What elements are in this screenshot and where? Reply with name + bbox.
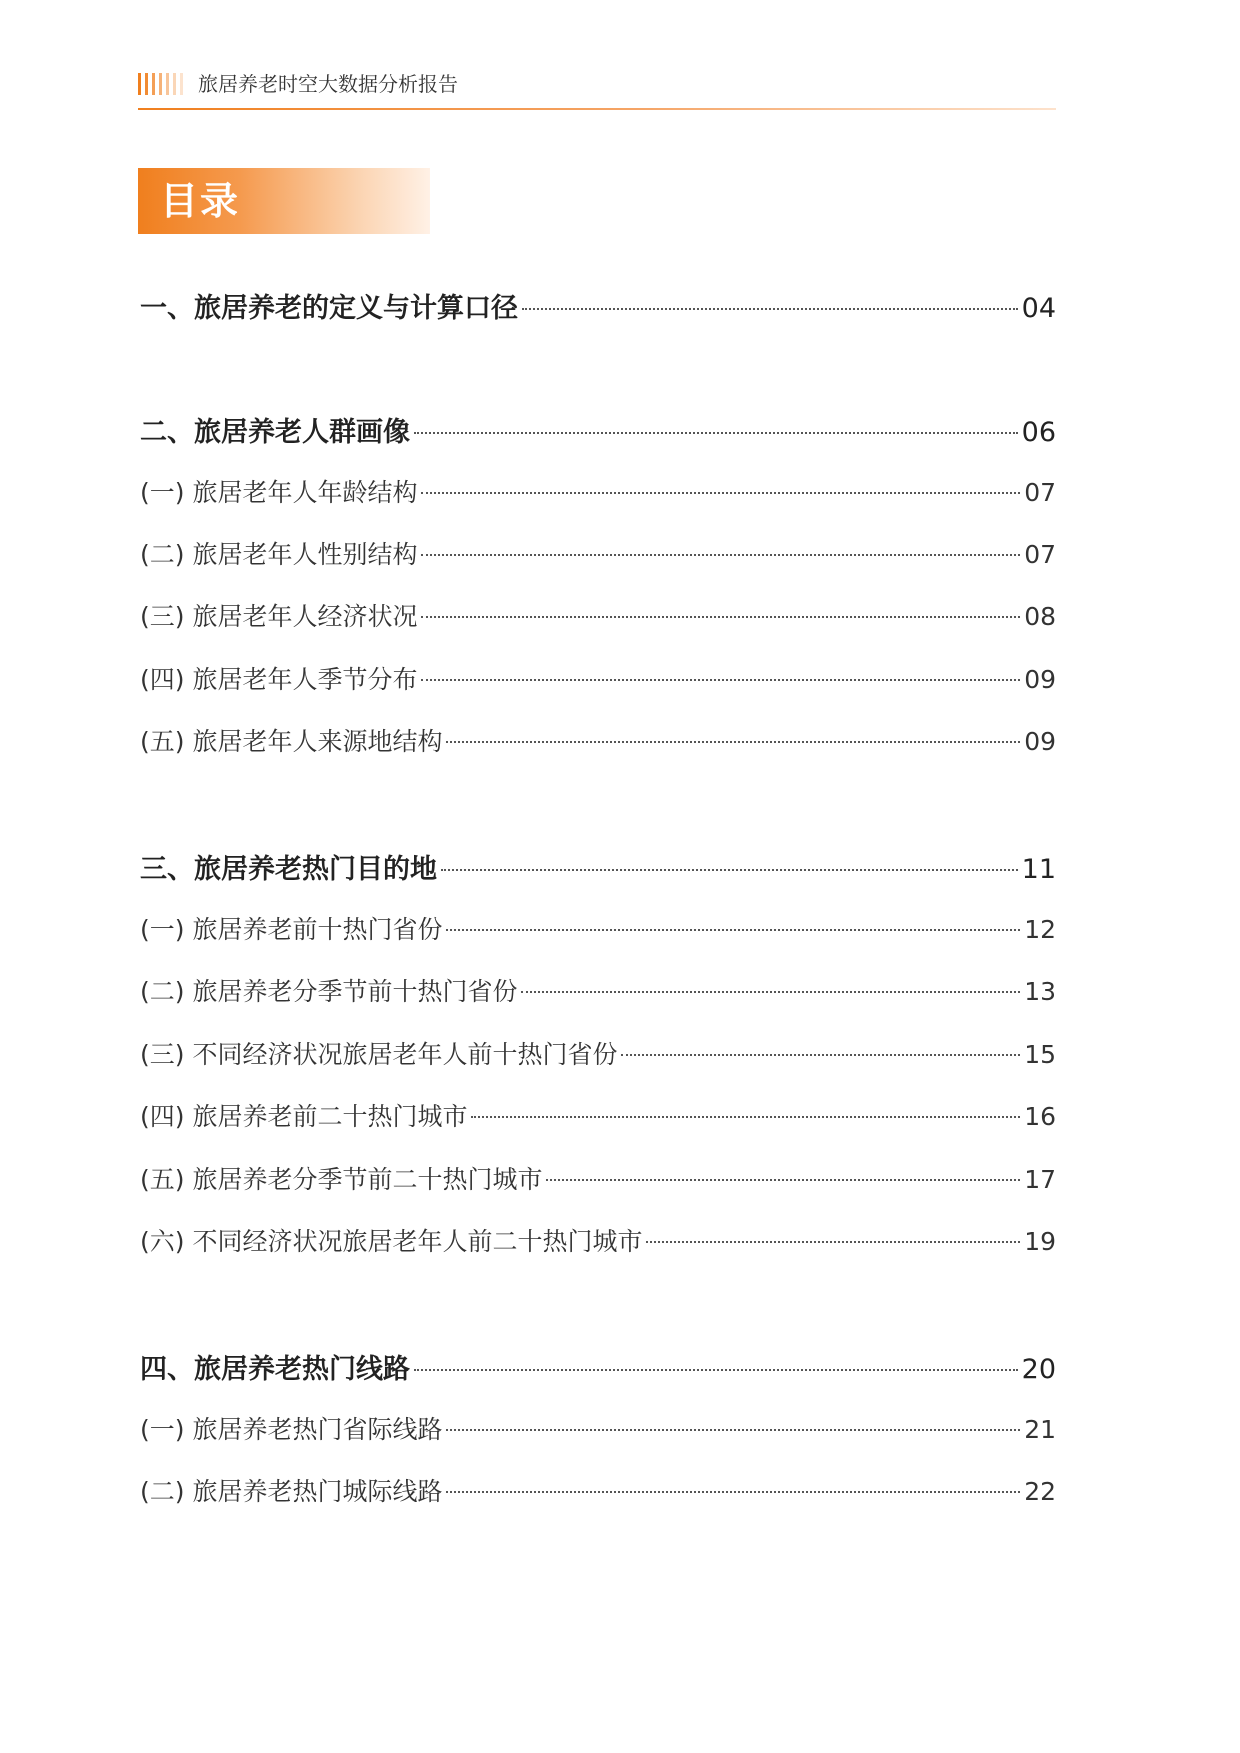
header-stripes-icon — [138, 73, 183, 95]
toc-entry-label: (二) 旅居老年人性别结构 — [140, 540, 418, 569]
toc-dot-leader — [446, 1429, 1020, 1431]
toc-entry-label: (一) 旅居养老前十热门省份 — [140, 915, 443, 944]
toc-entry-label: (一) 旅居老年人年龄结构 — [140, 478, 418, 507]
toc-entry-label: (三) 不同经济状况旅居老年人前十热门省份 — [140, 1040, 618, 1069]
toc-entry-label: (一) 旅居养老热门省际线路 — [140, 1415, 443, 1444]
toc-dot-leader — [441, 869, 1018, 871]
toc-entry-label: (二) 旅居养老分季节前十热门省份 — [140, 977, 518, 1006]
toc-entry-page: 04 — [1021, 293, 1056, 324]
toc-entry-label: (四) 旅居养老前二十热门城市 — [140, 1102, 468, 1131]
toc-dot-leader — [446, 741, 1020, 743]
toc-dot-leader — [521, 991, 1020, 993]
toc-dot-leader — [522, 308, 1018, 310]
toc-entry[interactable] — [140, 972, 1056, 1012]
toc-entry-label: (四) 旅居老年人季节分布 — [140, 665, 418, 694]
toc-entry-page: 20 — [1021, 1354, 1056, 1385]
toc-entry[interactable] — [140, 660, 1056, 700]
toc-dot-leader — [421, 616, 1020, 618]
toc-entry-page: 07 — [1024, 478, 1056, 507]
toc-entry-page: 08 — [1024, 602, 1056, 631]
toc-entry-page: 21 — [1024, 1415, 1056, 1444]
toc-entry-label: 四、旅居养老热门线路 — [140, 1354, 410, 1385]
toc-entry-page: 09 — [1024, 665, 1056, 694]
toc-entry-page: 19 — [1024, 1227, 1056, 1256]
toc-dot-leader — [471, 1116, 1020, 1118]
toc-dot-leader — [446, 929, 1020, 931]
toc-entry-page: 16 — [1024, 1102, 1056, 1131]
toc-dot-leader — [421, 554, 1020, 556]
toc-entry-label: 三、旅居养老热门目的地 — [140, 854, 437, 885]
toc-entry[interactable] — [140, 847, 1056, 887]
toc-heading-banner — [138, 168, 430, 234]
toc-entry[interactable] — [140, 1347, 1056, 1387]
page-header — [138, 70, 1056, 110]
toc-entry-page: 22 — [1024, 1477, 1056, 1506]
toc-dot-leader — [621, 1054, 1020, 1056]
toc-heading: 目录 — [160, 179, 241, 223]
report-title: 旅居养老时空大数据分析报告 — [198, 72, 458, 96]
toc-entry[interactable] — [140, 597, 1056, 637]
toc-entry-label: (五) 旅居养老分季节前二十热门城市 — [140, 1165, 543, 1194]
toc-entry[interactable] — [140, 1410, 1056, 1450]
toc-entry-page: 07 — [1024, 540, 1056, 569]
toc-entry[interactable] — [140, 1222, 1056, 1262]
toc-entry-label: (二) 旅居养老热门城际线路 — [140, 1477, 443, 1506]
toc-dot-leader — [421, 492, 1020, 494]
toc-entry-page: 11 — [1021, 854, 1056, 885]
toc-dot-leader — [546, 1179, 1020, 1181]
toc-dot-leader — [414, 432, 1018, 434]
toc-dot-leader — [446, 1491, 1020, 1493]
toc-entry-label: (三) 旅居老年人经济状况 — [140, 602, 418, 631]
toc-entry[interactable] — [140, 1035, 1056, 1075]
toc-entry-page: 09 — [1024, 727, 1056, 756]
toc-entry-label: 二、旅居养老人群画像 — [140, 417, 410, 448]
toc-entry[interactable] — [140, 910, 1056, 950]
toc-entry[interactable] — [140, 410, 1056, 450]
toc-entry[interactable] — [140, 1160, 1056, 1200]
toc-entry[interactable] — [140, 473, 1056, 513]
toc-entry-page: 12 — [1024, 915, 1056, 944]
toc-entry-page: 13 — [1024, 977, 1056, 1006]
toc-entry-page: 17 — [1024, 1165, 1056, 1194]
toc-entry[interactable] — [140, 1097, 1056, 1137]
toc-entry[interactable] — [140, 286, 1056, 326]
toc-entry[interactable] — [140, 722, 1056, 762]
toc-entry-label: 一、旅居养老的定义与计算口径 — [140, 293, 518, 324]
toc-dot-leader — [646, 1241, 1020, 1243]
toc-entry-label: (五) 旅居老年人来源地结构 — [140, 727, 443, 756]
toc-dot-leader — [421, 679, 1020, 681]
toc-dot-leader — [414, 1369, 1018, 1371]
toc-entry[interactable] — [140, 1472, 1056, 1512]
toc-entry[interactable] — [140, 535, 1056, 575]
header-divider — [138, 108, 1056, 110]
toc-entry-page: 15 — [1024, 1040, 1056, 1069]
toc-entry-page: 06 — [1021, 417, 1056, 448]
toc-entry-label: (六) 不同经济状况旅居老年人前二十热门城市 — [140, 1227, 643, 1256]
